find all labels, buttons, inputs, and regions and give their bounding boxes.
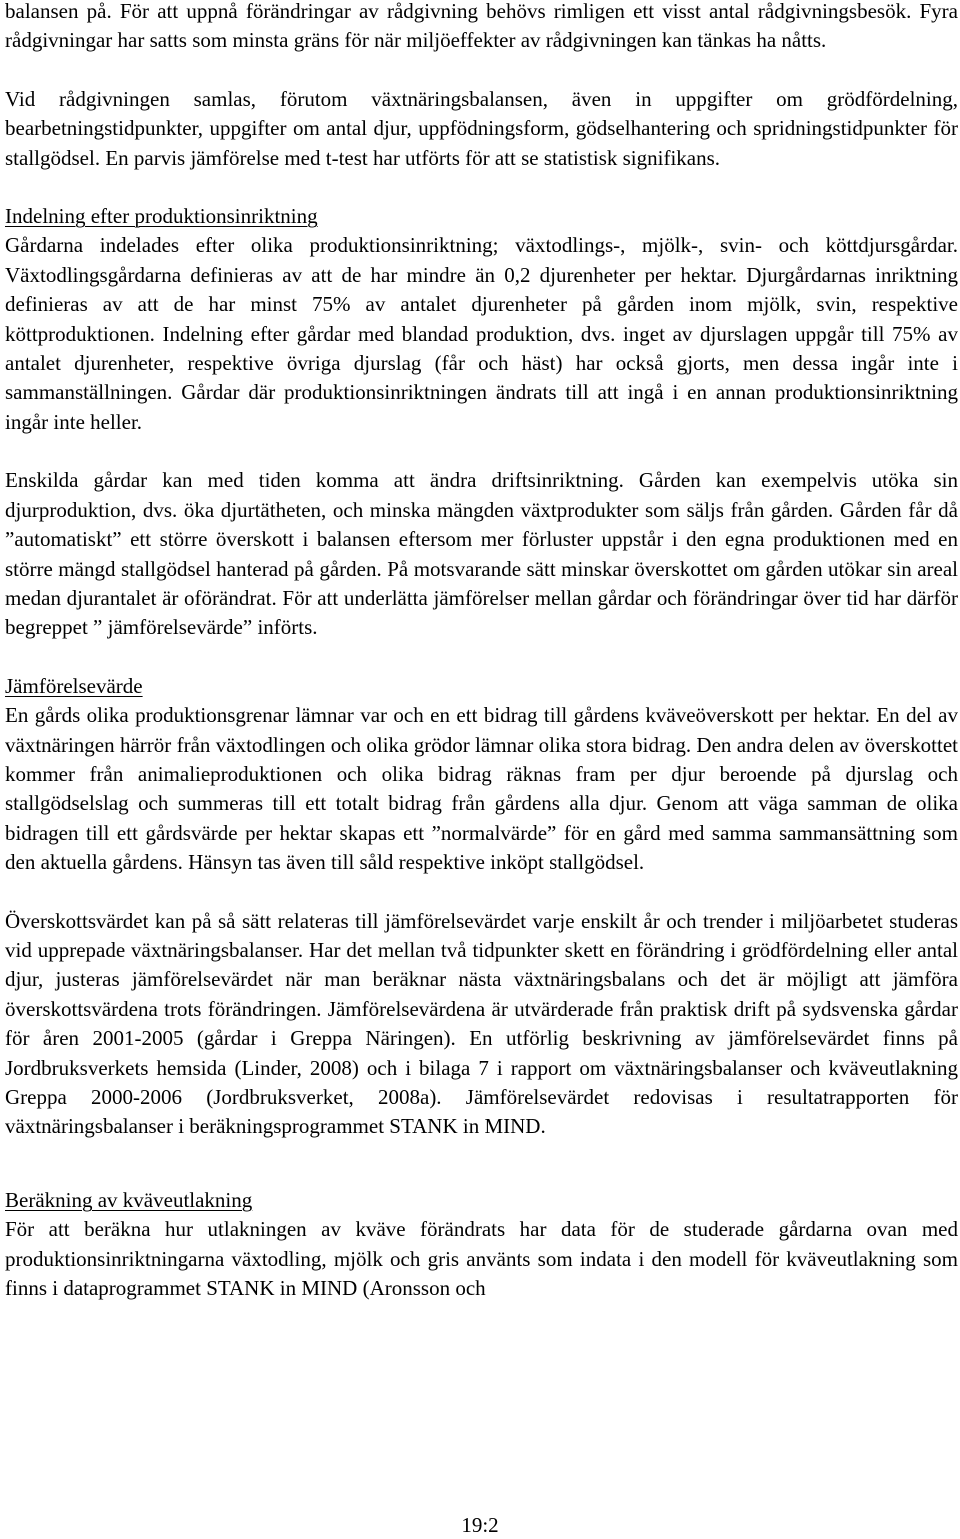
page-number: 19:2: [461, 1513, 499, 1537]
paragraph-intro: balansen på. För att uppnå förändringar av rådgivning behövs rimligen ett visst antal rådgivningsbesök. Fyra rådgivningar har satts som minsta gräns för när miljöeffekter av rådgivningen kan tänkas ha nåtts.: [5, 0, 958, 53]
paragraph-indelning-2: Enskilda gårdar kan med tiden komma att ändra driftsinriktning. Gården kan exempelvis utöka sin djurproduktion, dvs. öka djurtätheten, och minska mängden växtprodukter som säljs från gården. Gården får då ”automatiskt” ett större överskott i balansen eftersom mer förluster uppstår i den egna produktionen med en större mängd stallgödsel hanterad på gården. På motsvarande sätt minskar överskottet om gården utökar sin areal medan djurantalet är oförändrat. För att underlätta jämförelser mellan gårdar och förändringar över tid har därför begreppet ” jämförelsevärde” införts.: [5, 468, 958, 640]
paragraph-jamforelsevarde-1: En gårds olika produktionsgrenar lämnar var och en ett bidrag till gårdens kväveöverskott per hektar. En del av växtnäringen härrör från växtodlingen och olika grödor lämnar olika stora bidrag. Den andra delen av överskottet kommer från animalieproduktionen och olika bidrag räknas fram per djur beroende på djurslag och stallgödselslag och summeras till ett totalt bidrag från gårdens alla djur. Genom att väga samman de olika bidragen till ett gårdsvärde per hektar skapas ett ”normalvärde” för en gård med samma sammansättning som den aktuella gårdens. Hänsyn tas även till såld respektive inköpt stallgödsel.: [5, 703, 958, 875]
heading-kvaveutlakning: Beräkning av kväveutlakning: [5, 1187, 253, 1212]
paragraph-gap: [5, 878, 958, 907]
paragraph-gap: [5, 643, 958, 672]
paragraph-gap: [5, 1142, 958, 1186]
heading-indelning: Indelning efter produktionsinriktning: [5, 204, 318, 229]
paragraph-kvaveutlakning-1: För att beräkna hur utlakningen av kväve förändrats har data för de studerade gårdarna ovan med produktionsinriktningarna växtodling, mjölk och gris använts som indata i den modell för kväveutlakning som finns i dataprogrammet STANK in MIND (Aronsson och: [5, 1217, 958, 1301]
document-page: [5, 0, 958, 1303]
paragraph-gap: [5, 56, 958, 85]
heading-jamforelsevarde: Jämförelsevärde: [5, 673, 143, 698]
paragraph-indelning-1: Gårdarna indelades efter olika produktionsinriktning; växtodlings-, mjölk-, svin- och köttdjursgårdar. Växtodlingsgårdarna definieras av att de har mindre än 0,2 djurenheter per hektar. Djurgårdarnas inriktning definieras av att de har minst 75% av antalet djurenheter på gården inom mjölk, svin, respektive köttproduktionen. Indelning efter gårdar med blandad produktion, dvs. inget av djurslagen uppgår till 75% av antalet djurenheter, respektive övriga djurslag (får och häst) har också gjorts, men dessa ingår inte i sammanställningen. Gårdar där produktionsinriktningen ändrats till att ingå i en annan produktionsinriktning ingår inte heller.: [5, 233, 958, 434]
paragraph-data-collection: Vid rådgivningen samlas, förutom växtnäringsbalansen, även in uppgifter om grödfördelning, bearbetningstidpunkter, uppgifter om antal djur, uppfödningsform, gödselhantering och spridningstidpunkter för stallgödsel. En parvis jämförelse med t-test har utförts för att se statistisk signifikans.: [5, 86, 958, 170]
paragraph-jamforelsevarde-2: Överskottsvärdet kan på så sätt relateras till jämförelsevärdet varje enskilt år och trender i miljöarbetet studeras vid upprepade växtnäringsbalanser. Har det mellan två tidpunkter skett en förändring i grödfördelning eller antal djur, justeras jämförelsevärdet när man beräknar nästa växtnäringsbalans och det är möjligt att jämföra överskottsvärdena trots förändringen. Jämförelsevärdena är utvärderade från praktisk drift på sydsvenska gårdar för åren 2001-2005 (gårdar i Greppa Näringen). En utförlig beskrivning av jämförelsevärdet finns på Jordbruksverkets hemsida (Linder, 2008) och i bilaga 7 i rapport om växtnäringsbalanser och kväveutlakning Greppa 2000-2006 (Jordbruksverket, 2008a). Jämförelsevärdet redovisas i resultatrapporten för växtnäringsbalanser i beräkningsprogrammet STANK in MIND.: [5, 908, 958, 1139]
paragraph-gap: [5, 437, 958, 466]
paragraph-gap: [5, 173, 958, 202]
